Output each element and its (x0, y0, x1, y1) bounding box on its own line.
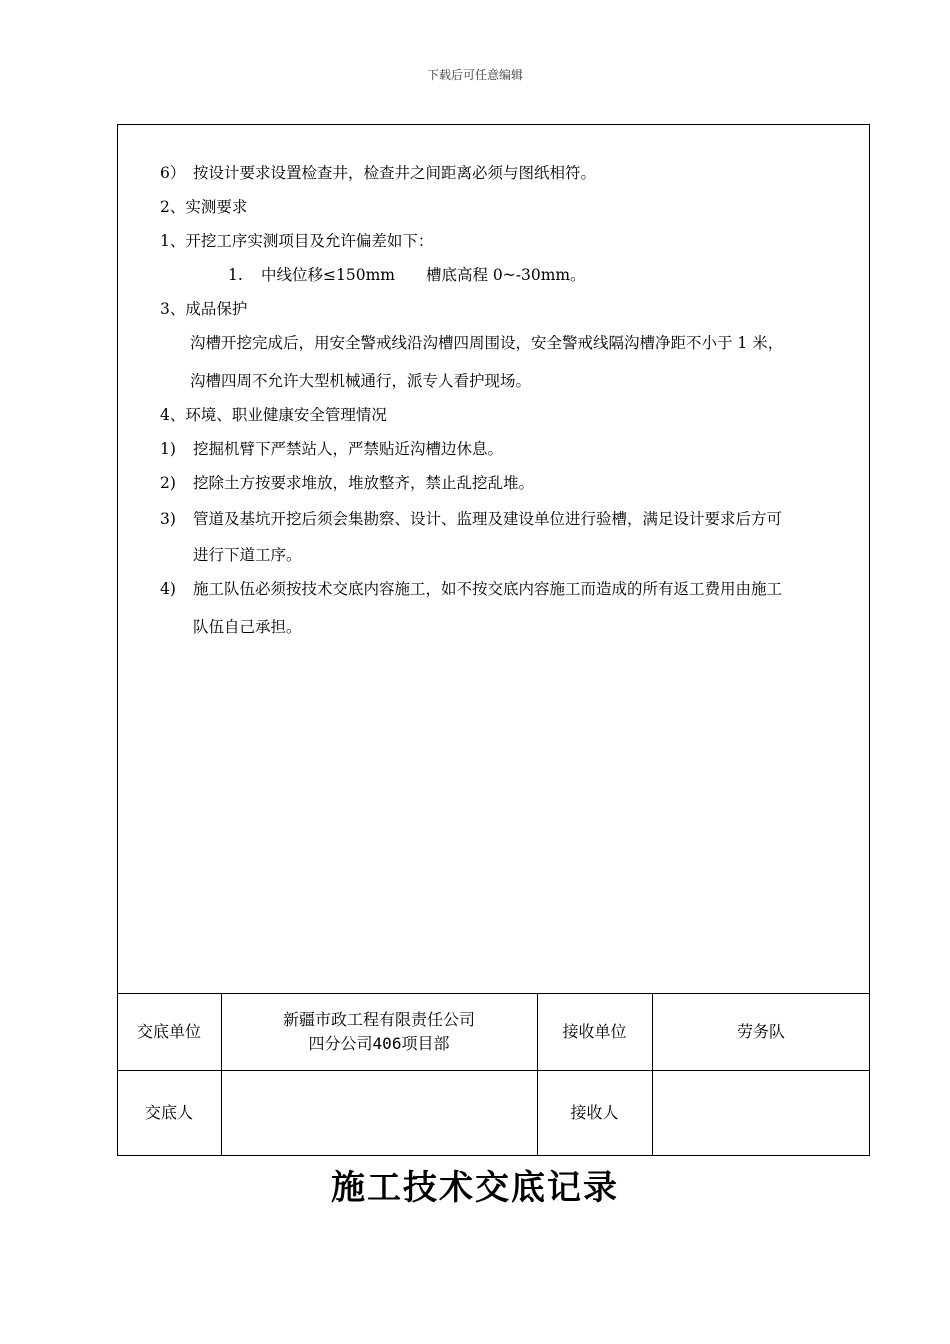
paragraph-line: 进行下道工序。 (193, 546, 302, 564)
signature-table (117, 993, 870, 1156)
issuer-unit-value: 新疆市政工程有限责任公司 四分公司406项目部 (282, 1009, 475, 1053)
subsection-heading: 1、开挖工序实测项目及允许偏差如下： (160, 232, 434, 250)
line-item-1: 1) 挖掘机臂下严禁站人，严禁贴近沟槽边休息。 (160, 440, 504, 458)
header-note: 下载后可任意编辑 (426, 68, 523, 82)
receiver-person-field[interactable] (652, 1070, 870, 1156)
issuer-unit-label: 交底单位 (136, 1021, 201, 1041)
line-item-tolerance: 1. 中线位移≤150mm 槽底高程 0~-30mm。 (228, 266, 586, 284)
document-title: 施工技术交底记录 (331, 1168, 619, 1208)
section-heading-safety: 4、环境、职业健康安全管理情况 (160, 406, 387, 424)
line-item-6: 6） 按设计要求设置检查井，检查井之间距离必须与图纸相符。 (160, 164, 597, 182)
paragraph-line: 沟槽开挖完成后，用安全警戒线沿沟槽四周围设，安全警戒线隔沟槽净距不小于 1 米， (190, 334, 784, 352)
receiver-unit-value: 劳务队 (736, 1021, 785, 1041)
document-frame (117, 124, 870, 1156)
section-heading-protection: 3、成品保护 (160, 300, 248, 318)
content-body (118, 125, 871, 993)
paragraph-line: 沟槽四周不允许大型机械通行，派专人看护现场。 (190, 372, 532, 390)
issuer-person-field[interactable] (221, 1070, 537, 1156)
section-heading-measure: 2、实测要求 (160, 198, 248, 216)
line-item-3: 3) 管道及基坑开挖后须会集勘察、设计、监理及建设单位进行验槽，满足设计要求后方可 (160, 510, 783, 528)
paragraph-line: 队伍自己承担。 (193, 618, 302, 636)
line-item-4: 4) 施工队伍必须按技术交底内容施工，如不按交底内容施工而造成的所有返工费用由施工 (160, 580, 783, 598)
receiver-unit-label: 接收单位 (562, 1021, 627, 1041)
line-item-2: 2) 挖除土方按要求堆放，堆放整齐，禁止乱挖乱堆。 (160, 474, 535, 492)
issuer-person-label: 交底人 (144, 1103, 193, 1122)
receiver-person-label: 接收人 (570, 1103, 619, 1122)
